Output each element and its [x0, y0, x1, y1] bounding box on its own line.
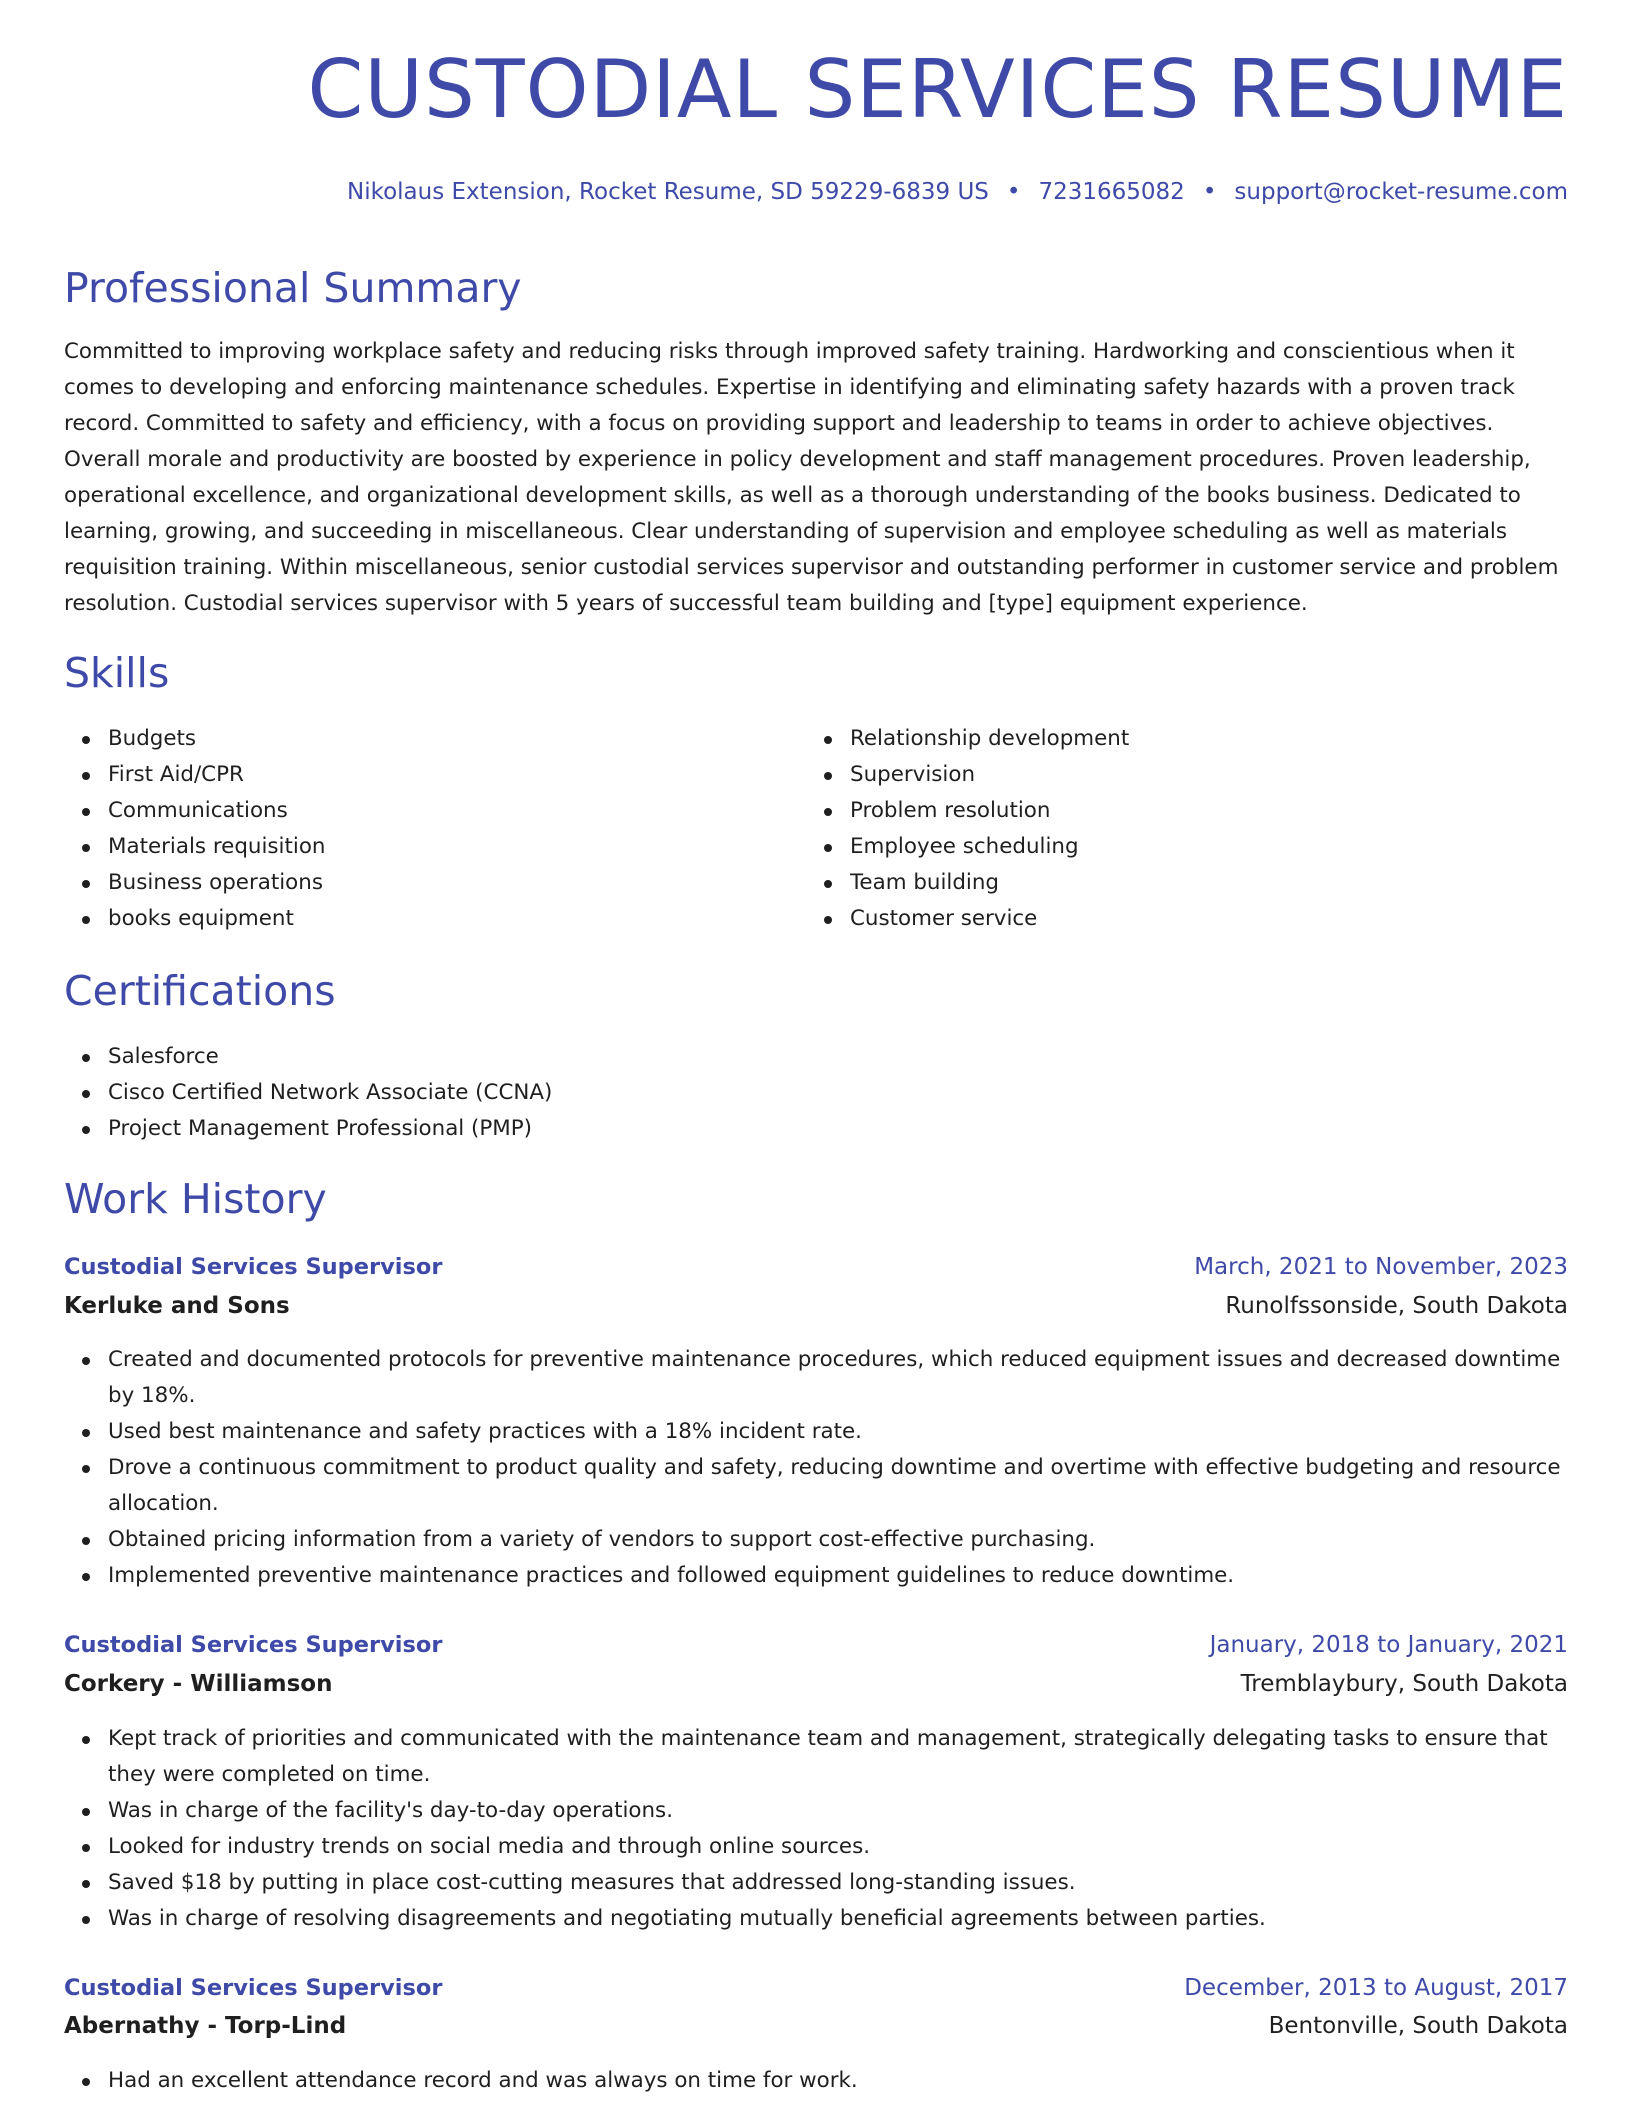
skill-item: books equipment: [64, 901, 764, 937]
contact-separator: •: [1006, 179, 1021, 205]
job-bullet: Saved $18 by putting in place cost-cutting measures that addressed long-standing issues.: [64, 1865, 1568, 1901]
skill-item: Business operations: [64, 865, 764, 901]
job-bullets: [64, 1342, 1568, 1594]
skill-item: Employee scheduling: [806, 829, 1506, 865]
job-bullets: [64, 2063, 1568, 2099]
certification-item: Project Management Professional (PMP): [64, 1111, 1064, 1147]
contact-separator: •: [1202, 179, 1217, 205]
skill-item: Relationship development: [806, 721, 1506, 757]
skill-item: Materials requisition: [64, 829, 764, 865]
job-company: Abernathy - Torp-Lind: [64, 2013, 347, 2039]
job-bullet: Used best maintenance and safety practices with a 18% incident rate.: [64, 1414, 1568, 1450]
job-bullet: Created and documented protocols for preventive maintenance procedures, which reduced equipment issues and decreased downtime by 18%.: [64, 1342, 1568, 1414]
job-dates: January, 2018 to January, 2021: [1209, 1632, 1568, 1658]
job-title: Custodial Services Supervisor: [64, 1254, 443, 1280]
certifications-list: [64, 1039, 1064, 1147]
skill-item: First Aid/CPR: [64, 757, 764, 793]
job-bullet: Kept track of priorities and communicated with the maintenance team and management, strategically delegating tasks to ensure that they were completed on time.: [64, 1721, 1568, 1793]
skill-item: Budgets: [64, 721, 764, 757]
skills-list-right: [806, 721, 1506, 937]
certifications-heading: Certifications: [64, 967, 336, 1015]
contact-line: [347, 181, 1568, 204]
job-dates: March, 2021 to November, 2023: [1194, 1254, 1568, 1280]
skill-item: Customer service: [806, 901, 1506, 937]
resume-title: CUSTODIAL SERVICES RESUME: [307, 43, 1568, 136]
job-location: Runolfssonside, South Dakota: [1225, 1293, 1568, 1319]
job-company: Kerluke and Sons: [64, 1293, 290, 1319]
job-bullet: Implemented preventive maintenance practices and followed equipment guidelines to reduce downtime.: [64, 1558, 1568, 1594]
skill-item: Problem resolution: [806, 793, 1506, 829]
job-bullet: Had an excellent attendance record and was always on time for work.: [64, 2063, 1568, 2099]
contact-email: support@rocket-resume.com: [1234, 179, 1568, 205]
summary-heading: Professional Summary: [64, 264, 522, 312]
certification-item: Cisco Certified Network Associate (CCNA): [64, 1075, 1064, 1111]
job-bullet: Looked for industry trends on social media and through online sources.: [64, 1829, 1568, 1865]
job-location: Tremblaybury, South Dakota: [1240, 1671, 1568, 1697]
contact-address: Nikolaus Extension, Rocket Resume, SD 59229-6839 US: [347, 179, 989, 205]
skill-item: Team building: [806, 865, 1506, 901]
skills-list-left: [64, 721, 764, 937]
skill-item: Communications: [64, 793, 764, 829]
job-bullet: Was in charge of the facility's day-to-day operations.: [64, 1793, 1568, 1829]
job-title: Custodial Services Supervisor: [64, 1975, 443, 2001]
job-title: Custodial Services Supervisor: [64, 1632, 443, 1658]
work-history-heading: Work History: [64, 1175, 327, 1223]
contact-phone: 7231665082: [1038, 179, 1185, 205]
certification-item: Salesforce: [64, 1039, 1064, 1075]
job-bullet: Obtained pricing information from a variety of vendors to support cost-effective purchasing.: [64, 1522, 1568, 1558]
job-company: Corkery - Williamson: [64, 1671, 333, 1697]
job-location: Bentonville, South Dakota: [1268, 2013, 1568, 2039]
summary-text: Committed to improving workplace safety and reducing risks through improved safety training. Hardworking and conscientious when it comes to developing and enforcing maintenance schedules. Expertise in identifying and eliminating safety hazards with a proven track record. Committed to safety and efficiency, with a focus on providing support and leadership to teams in order to achieve objectives. Overall morale and productivity are boosted by experience in policy development and staff management procedures. Proven leadership, operational excellence, and organizational development skills, as well as a thorough understanding of the books business. Dedicated to learning, growing, and succeeding in miscellaneous. Clear understanding of supervision and employee scheduling as well as materials requisition training. Within miscellaneous, senior custodial services supervisor and outstanding performer in customer service and problem resolution. Custodial services supervisor with 5 years of successful team building and [type] equipment experience.: [64, 339, 1559, 616]
job-bullet: Was in charge of resolving disagreements and negotiating mutually beneficial agreements between parties.: [64, 1901, 1568, 1937]
job-bullet: Drove a continuous commitment to product quality and safety, reducing downtime and overtime with effective budgeting and resource allocation.: [64, 1450, 1568, 1522]
skill-item: Supervision: [806, 757, 1506, 793]
job-dates: December, 2013 to August, 2017: [1184, 1975, 1568, 2001]
job-bullets: [64, 1721, 1568, 1937]
skills-heading: Skills: [64, 649, 170, 697]
